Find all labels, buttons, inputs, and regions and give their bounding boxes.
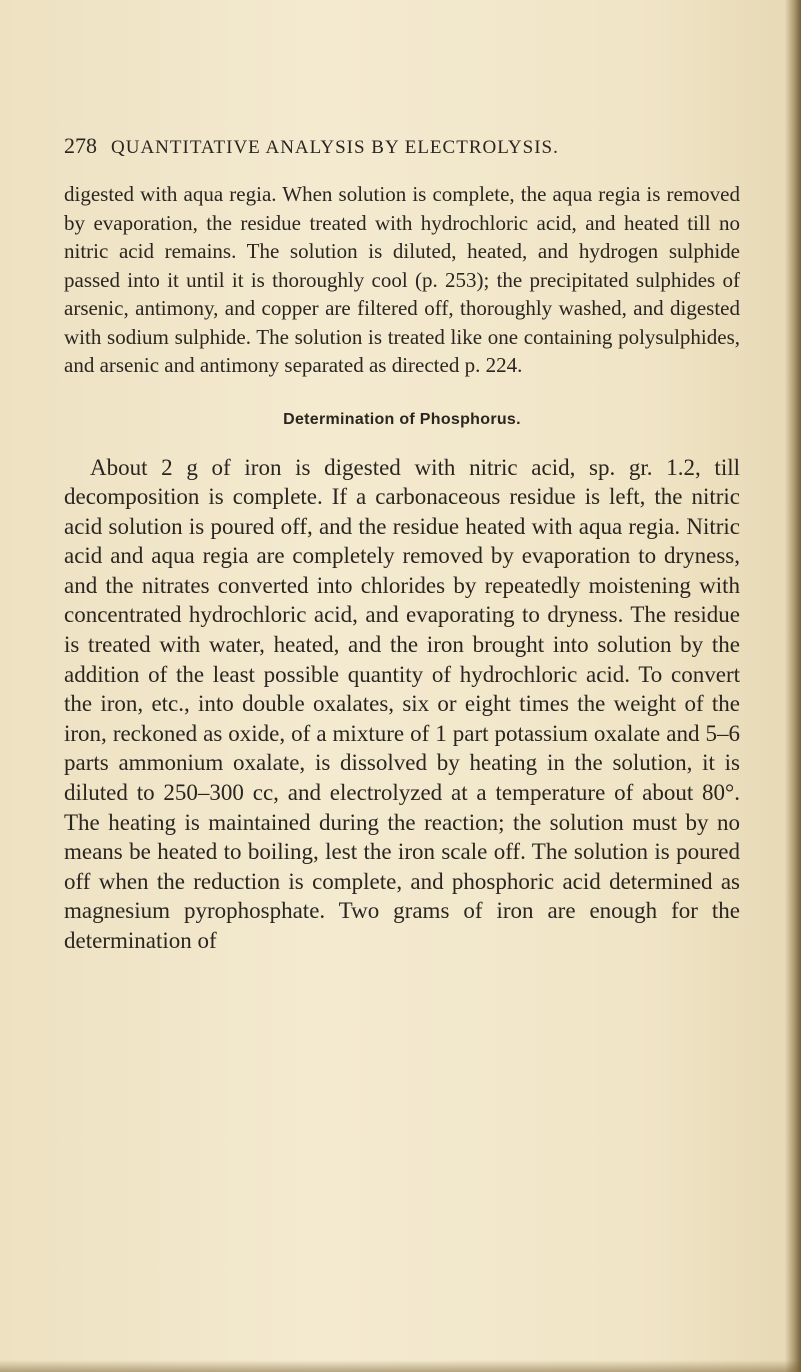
page-edge-shadow <box>785 0 801 1372</box>
page-bottom-edge <box>0 1360 801 1372</box>
paragraph-phosphorus: About 2 g of iron is digested with nitric acid, sp. gr. 1.2, till decomposition is complete. If a carbonaceous residue is left, the nitric acid solution is poured off, and the residue heated with aqua regia. Nitric acid and aqua regia are completely removed by evaporation to dryness, and the nitrates converted into chlorides by repeatedly moistening with concentrated hydrochloric acid, and evaporating to dryness. The residue is treated with water, heated, and the iron brought into solution by the addition of the least possible quantity of hydrochloric acid. To convert the iron, etc., into double oxalates, six or eight times the weight of the iron, reckoned as oxide, of a mixture of 1 part potassium oxalate and 5–6 parts ammonium oxalate, is dissolved by heating in the solution, it is diluted to 250–300 cc, and electrolyzed at a temperature of about 80°. The heating is maintained during the reaction; the solution must by no means be heated to boiling, lest the iron scale off. The solution is poured off when the reduction is complete, and phosphoric acid determined as magnesium pyrophosphate. Two grams of iron are enough for the determination of <box>64 454 740 953</box>
paragraph-continuation: digested with aqua regia. When solution is complete, the aqua regia is removed by evaporation, the residue treated with hydrochloric acid, and heated till no nitric acid remains. The solution is diluted, heated, and hydrogen sulphide passed into it until it is thoroughly cool (p. 253); the precipitated sulphides of arsenic, antimony, and copper are filtered off, thoroughly washed, and digested with sodium sulphide. The solution is treated like one containing polysulphides, and arsenic and antimony separated as directed p. 224. <box>64 182 740 377</box>
section-heading: Determination of Phosphorus. <box>283 410 521 428</box>
page-number: 278 <box>64 133 97 158</box>
running-header <box>64 133 740 161</box>
book-page <box>64 133 740 956</box>
running-title: QUANTITATIVE ANALYSIS BY ELECTROLYSIS. <box>111 137 559 158</box>
